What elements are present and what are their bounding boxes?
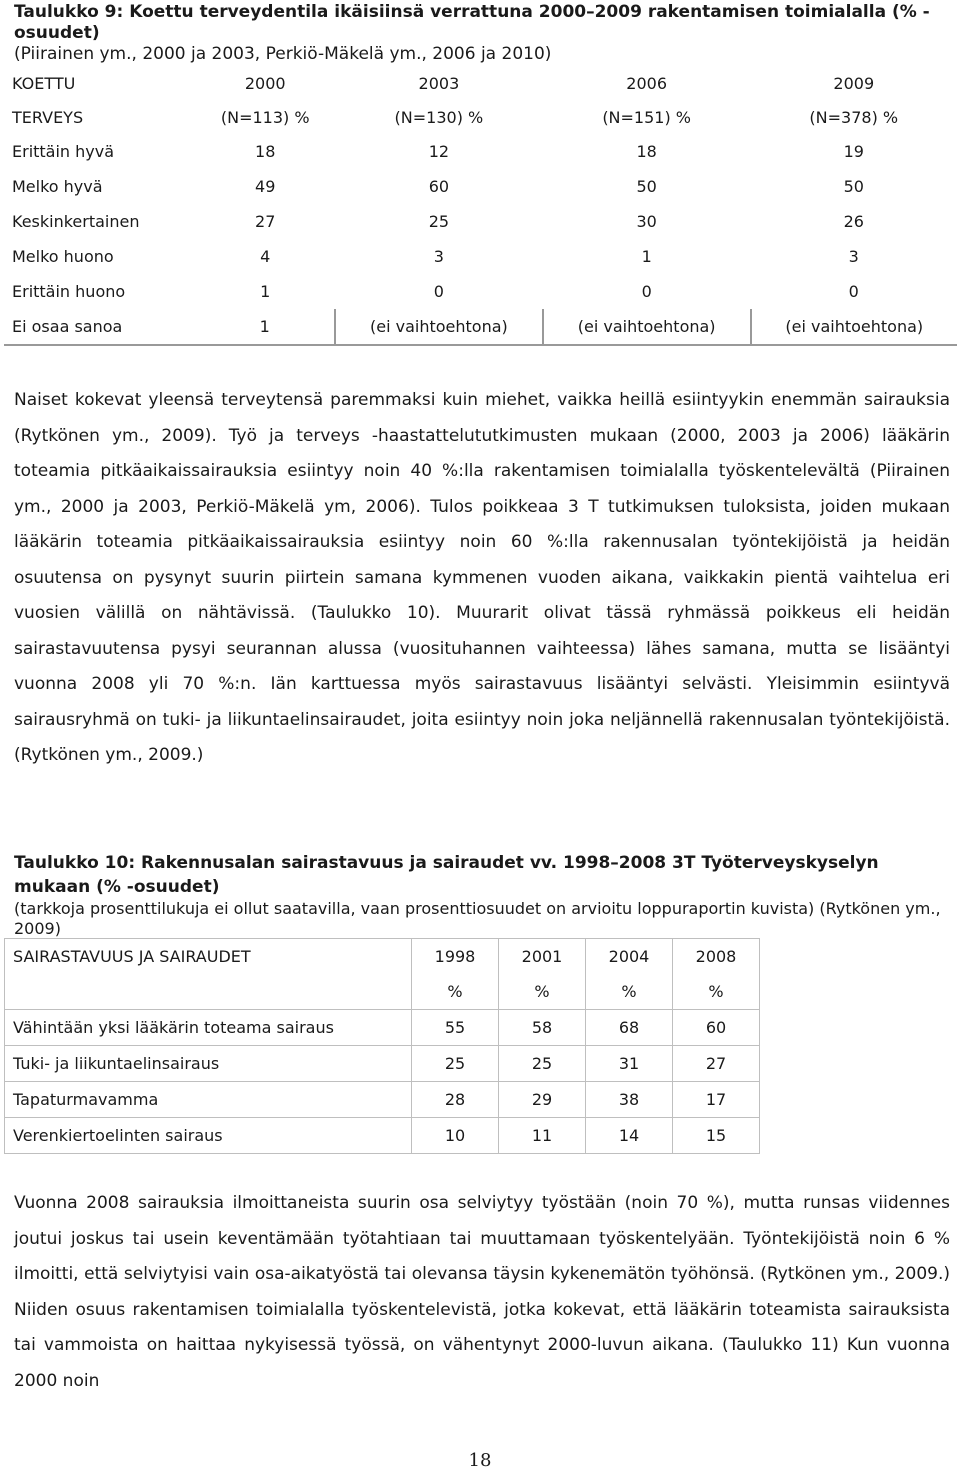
table-cell: 29 [499, 1082, 586, 1118]
table-cell: 31 [586, 1046, 673, 1082]
table-cell: 60 [673, 1010, 760, 1046]
table-cell: 1 [641, 247, 652, 266]
table-row [4, 134, 957, 169]
table-cell: 1 [195, 309, 335, 345]
table-header-cell: 2000 [244, 73, 286, 93]
table9-caption [14, 2, 944, 65]
table10-caption [14, 851, 949, 939]
table-cell: Tuki- ja liikuntaelinsairaus [5, 1046, 412, 1082]
table-cell: Tapaturmavamma [5, 1082, 412, 1118]
table-cell: 38 [586, 1082, 673, 1118]
table10-header-row [5, 939, 760, 975]
table9-header-row [4, 66, 957, 100]
table-header-cell: (N=151) % [602, 107, 691, 127]
table-row [5, 1118, 760, 1154]
table-cell: 25 [428, 212, 450, 231]
table-cell: Keskinkertainen [12, 212, 140, 231]
table-cell: 30 [636, 212, 657, 231]
table9-source: (Piirainen ym., 2000 ja 2003, Perkiö-Mäkelä ym., 2006 ja 2010) [14, 44, 552, 64]
table9-title: Taulukko 9: Koettu terveydentila ikäisiinsä verrattuna 2000–2009 rakentamisen toimialalla (% -osuudet) [14, 2, 930, 43]
table-header-cell: 2008 [673, 939, 760, 975]
table-cell: 26 [843, 212, 864, 231]
table-cell: 68 [586, 1010, 673, 1046]
table-header-cell: % [586, 974, 673, 1010]
table-header-cell: 1998 [412, 939, 499, 975]
table-cell: 0 [433, 282, 444, 301]
table-header-cell: 2001 [499, 939, 586, 975]
table-cell: 3 [848, 247, 859, 266]
table-cell: 60 [428, 177, 450, 196]
table-cell: 49 [255, 177, 276, 196]
table-row [4, 169, 957, 204]
table-row [4, 274, 957, 309]
table-cell: 27 [255, 212, 276, 231]
table-cell: 10 [412, 1118, 499, 1154]
table-header-cell: 2004 [586, 939, 673, 975]
table-cell: (ei vaihtoehtona) [751, 309, 957, 345]
table-cell: 0 [641, 282, 652, 301]
table-row [4, 204, 957, 239]
table-cell: 3 [433, 247, 444, 266]
table-row [5, 1082, 760, 1118]
table-cell: (ei vaihtoehtona) [335, 309, 543, 345]
table-cell: 25 [499, 1046, 586, 1082]
table9 [4, 66, 957, 346]
table10-header-row [5, 974, 760, 1010]
table-cell: 15 [673, 1118, 760, 1154]
table-cell: 50 [843, 177, 864, 196]
table-cell: 18 [636, 142, 657, 161]
table-header-cell [5, 974, 412, 1010]
table-cell: Erittäin hyvä [12, 142, 115, 161]
table-cell: Ei osaa sanoa [4, 309, 195, 345]
table-cell: 17 [673, 1082, 760, 1118]
page-number: 18 [468, 1450, 492, 1471]
table-header-cell: KOETTU [12, 73, 76, 93]
table-cell: 28 [412, 1082, 499, 1118]
table10-title: Taulukko 10: Rakennusalan sairastavuus ja sairaudet vv. 1998–2008 3T Työterveyskyselyn mukaan (% -osuudet) [14, 853, 879, 897]
table-row [4, 239, 957, 274]
table-cell: 14 [586, 1118, 673, 1154]
table-cell: 27 [673, 1046, 760, 1082]
table-cell: 4 [260, 247, 271, 266]
table-header-cell: TERVEYS [12, 107, 84, 127]
table-header-cell: (N=378) % [809, 107, 899, 127]
table-cell: 11 [499, 1118, 586, 1154]
table-header-cell: 2006 [626, 73, 668, 93]
table-cell: 55 [412, 1010, 499, 1046]
table-cell: Melko huono [12, 247, 114, 266]
table-cell: 50 [636, 177, 657, 196]
table-cell: 0 [848, 282, 859, 301]
body-paragraph: Vuonna 2008 sairauksia ilmoittaneista suurin osa selviytyy työstään (noin 70 %), mutta runsas viidennes joutui joskus tai usein keventämään työtahtiaan tai muuttamaan työskentelyään. Työntekijöistä noin 6 % ilmoitti, että selviytyisi vain osa-aikatyöstä tai olevansa täysin kykenemätön työhönsä. (Rytkönen ym., 2009.) Niiden osuus rakentamisen toimialalla työskentelevistä, jotka kokevat, että lääkärin toteamista sairauksista tai vammoista on haittaa nykyisessä työssä, on vähentynyt 2000-luvun aikana. (Taulukko 11) Kun vuonna 2000 noin [14, 1193, 950, 1391]
body-paragraph: Naiset kokevat yleensä terveytensä paremmaksi kuin miehet, vaikka heillä esiintyykin enemmän sairauksia (Rytkönen ym., 2009). Työ ja terveys -haastattelututkimusten mukaan (2000, 2003 ja 2006) lääkärin toteamia pitkäaikaissairauksia esiintyy noin 40 %:lla rakentamisen toimialalla työskentelevältä (Piirainen ym., 2000 ja 2003, Perkiö-Mäkelä ym, 2006). Tulos poikkeaa 3 T tutkimuksen tuloksista, joiden mukaan lääkärin toteamia pitkäaikaissairauksia esiintyy noin 60 %:lla rakennusalan työntekijöistä ja heidän osuutensa on pysynyt suurin piirtein samana kymmenen vuoden aikana, vaikkakin pientä vaihtelua eri vuosien välillä on nähtävissä. (Taulukko 10). Muurarit olivat tässä ryhmässä poikkeus eli heidän sairastavuutensa pysyi seurannan alussa (vuosituhannen vaihteessa) lähes samana, mutta se lisääntyi vuonna 2008 yli 70 %:n. Iän karttuessa myös sairastavuus lisääntyi selvästi. Yleisimmin esiintyvä sairausryhmä on tuki- ja liikuntaelinsairaudet, joita esiintyy noin joka neljännellä rakennusalan työntekijöistä. (Rytkönen ym., 2009.) [14, 390, 950, 765]
table10 [4, 938, 760, 1154]
table-cell: Verenkiertoelinten sairaus [5, 1118, 412, 1154]
table-header-cell: (N=130) % [394, 107, 484, 127]
table-row [5, 1010, 760, 1046]
table-header-cell: 2003 [418, 73, 460, 93]
table-header-cell: % [412, 974, 499, 1010]
table-cell: 18 [255, 142, 276, 161]
table-row [4, 309, 957, 345]
table-header-cell: 2009 [833, 73, 875, 93]
table-cell: Erittäin huono [12, 282, 126, 301]
table-header-cell: % [673, 974, 760, 1010]
table-row [5, 1046, 760, 1082]
table-cell: (ei vaihtoehtona) [543, 309, 751, 345]
table-header-cell: SAIRASTAVUUS JA SAIRAUDET [5, 939, 412, 975]
table10-note: (tarkkoja prosenttilukuja ei ollut saatavilla, vaan prosenttiosuudet on arvioitu loppuraportin kuvista) (Rytkönen ym., 2009) [14, 899, 941, 938]
table-cell: 12 [428, 142, 450, 161]
table-cell: 25 [412, 1046, 499, 1082]
table-header-cell: % [499, 974, 586, 1010]
table-header-cell: (N=113) % [220, 107, 310, 127]
table-cell: Melko hyvä [12, 177, 103, 196]
table-cell: 58 [499, 1010, 586, 1046]
table-cell: 1 [260, 282, 271, 301]
table-cell: 19 [843, 142, 864, 161]
table-cell: Vähintään yksi lääkärin toteama sairaus [5, 1010, 412, 1046]
table9-header-row [4, 100, 957, 134]
